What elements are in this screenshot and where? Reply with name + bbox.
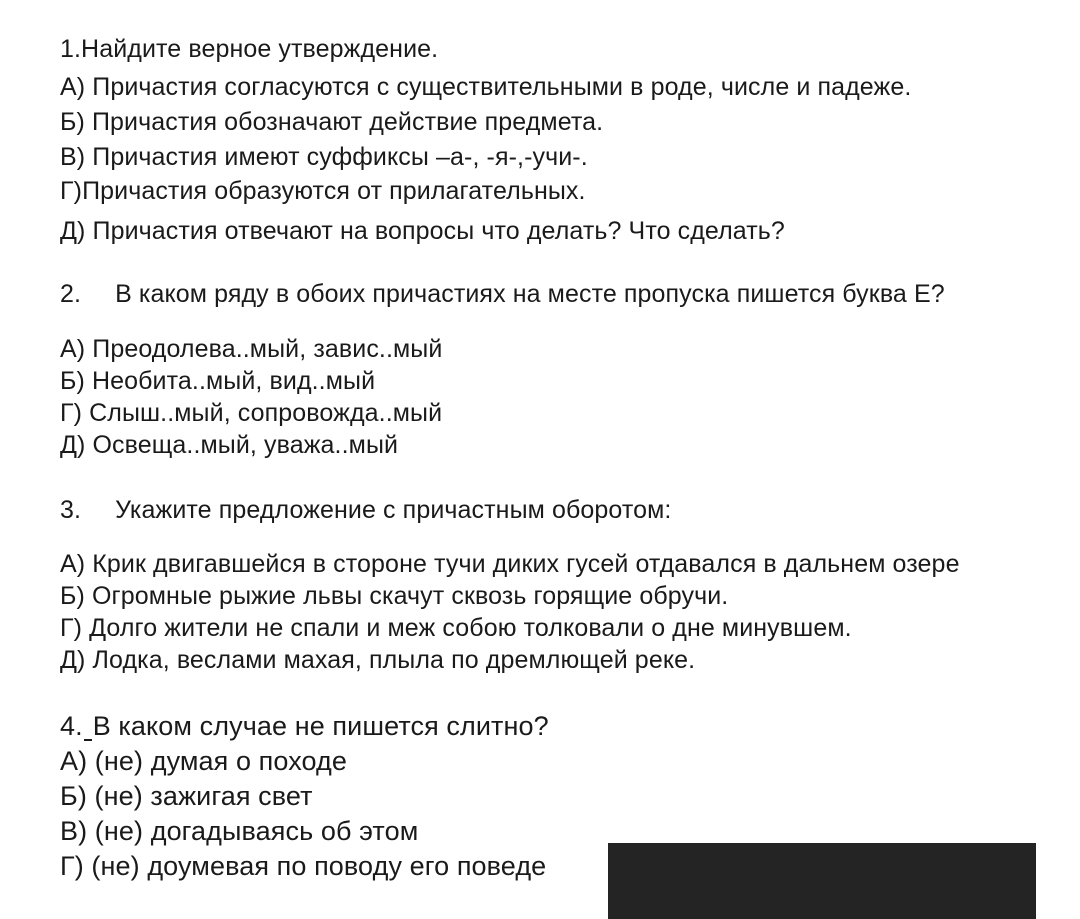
- q2-number: 2.: [60, 280, 82, 308]
- q4-number: 4.: [60, 711, 83, 741]
- q1-option-g: Г)Причастия образуются от прилагательных.: [60, 177, 586, 205]
- q2-option-a: А) Преодолева..мый, завис..мый: [60, 335, 443, 363]
- q2-option-g: Г) Слыш..мый, сопровожда..мый: [60, 399, 443, 427]
- q3-option-g: Г) Долго жители не спали и меж собою толковали о дне минувшем.: [60, 614, 852, 642]
- q1-title: 1.Найдите верное утверждение.: [60, 35, 439, 63]
- q3-title: Укажите предложение с причастным оборотом:: [115, 496, 672, 524]
- q4-heading: [60, 710, 549, 742]
- q3-option-a: А) Крик двигавшейся в стороне тучи диких гусей отдавался в дальнем озере: [60, 550, 960, 578]
- q2-option-b: Б) Необита..мый, вид..мый: [60, 367, 376, 395]
- q1-option-a: А) Причастия согласуются с существительными в роде, числе и падеже.: [60, 73, 912, 101]
- q2-option-d: Д) Освеща..мый, уважа..мый: [60, 431, 399, 459]
- text-cursor-mark: [84, 739, 92, 741]
- q1-option-b: Б) Причастия обозначают действие предмета.: [60, 108, 604, 136]
- q3-option-b: Б) Огромные рыжие львы скачут сквозь горящие обручи.: [60, 582, 729, 610]
- q4-title: В каком случае не пишется слитно?: [92, 711, 549, 741]
- q3-heading: [60, 495, 671, 525]
- q3-number: 3.: [60, 496, 82, 524]
- q3-option-d: Д) Лодка, веслами махая, плыла по дремлющей реке.: [60, 646, 696, 674]
- q2-heading: [60, 279, 945, 309]
- q4-option-g: Г) (не) доумевая по поводу его поведе: [60, 851, 547, 881]
- q2-title: В каком ряду в обоих причастиях на месте пропуска пишется буква Е?: [115, 280, 945, 308]
- q4-option-v: В) (не) догадываясь об этом: [60, 816, 419, 846]
- q4-option-b: Б) (не) зажигая свет: [60, 781, 313, 811]
- q4-option-a: А) (не) думая о походе: [60, 746, 348, 776]
- q1-option-v: В) Причастия имеют суффиксы –а-, -я-,-учи-.: [60, 143, 588, 171]
- q1-option-d: Д) Причастия отвечают на вопросы что делать? Что сделать?: [60, 217, 785, 245]
- redaction-overlay: [608, 843, 1036, 919]
